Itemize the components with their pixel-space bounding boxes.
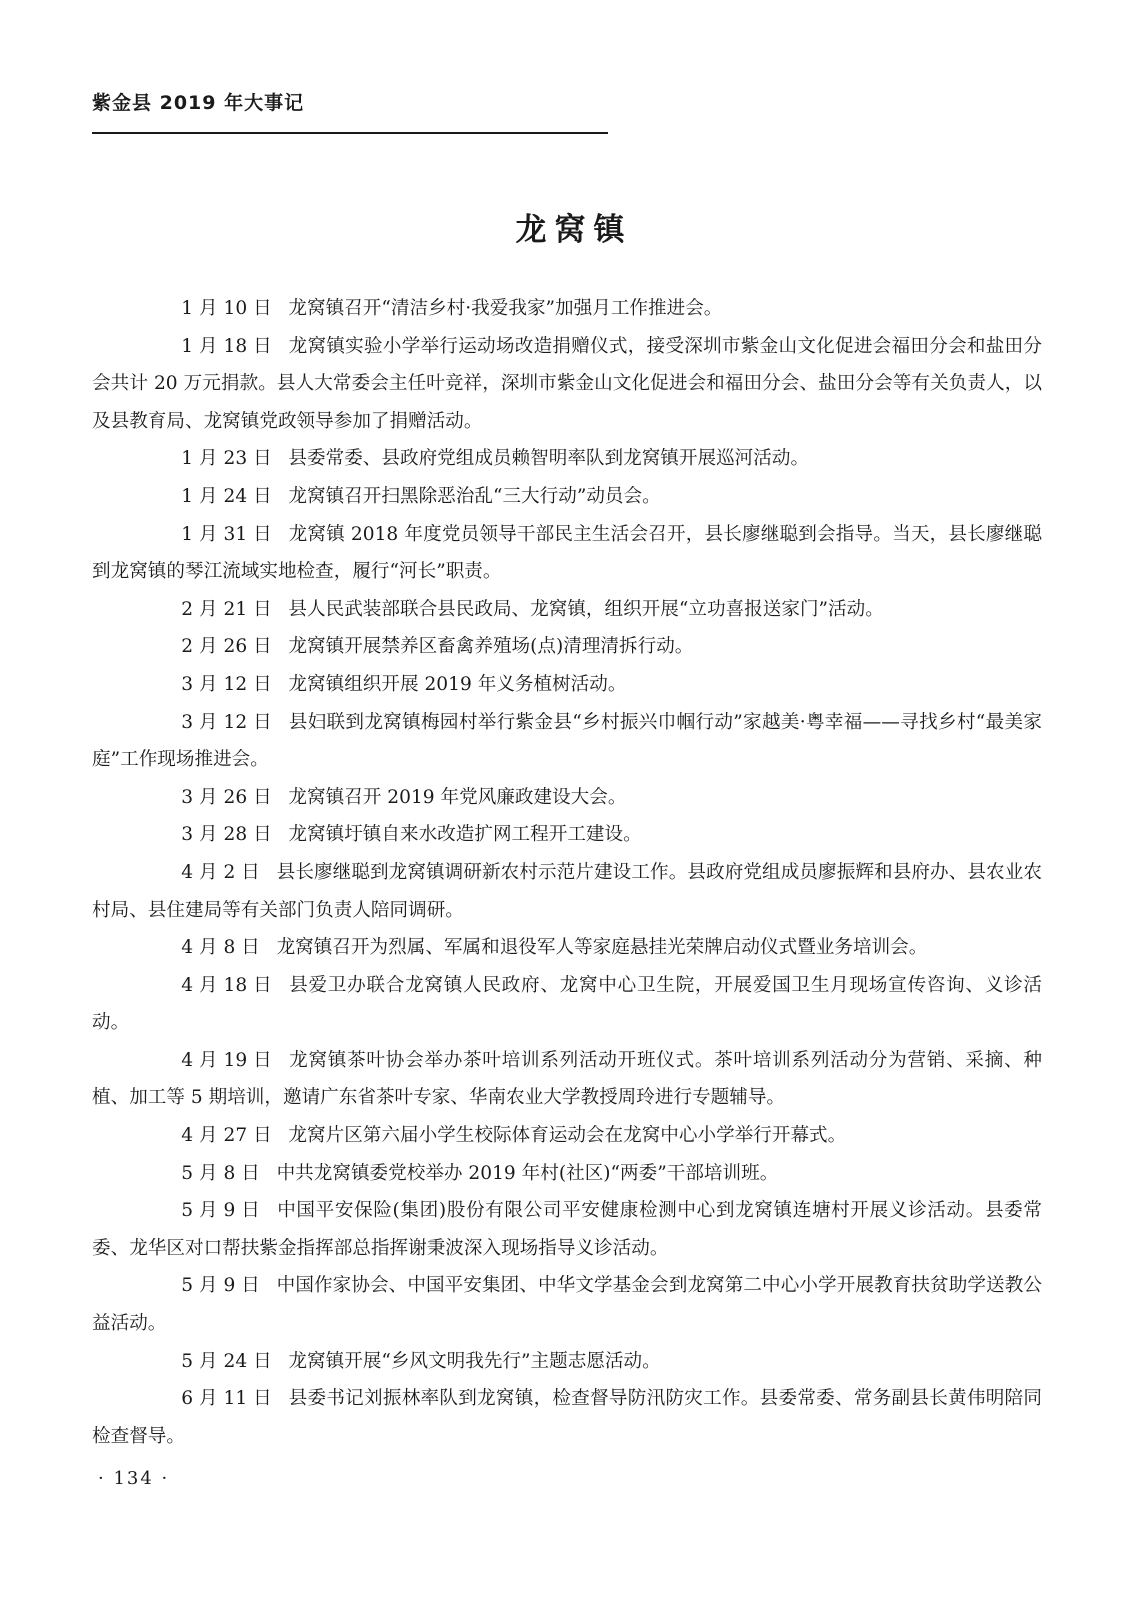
chronicle-entry bbox=[92, 1117, 1042, 1155]
chronicle-entry bbox=[92, 854, 1042, 929]
chronicle-entry bbox=[92, 328, 1042, 441]
chronicle-entry bbox=[92, 779, 1042, 817]
entry-date: 4 月 8 日 bbox=[181, 937, 260, 959]
entry-text: 龙窝镇开展禁养区畜禽养殖场(点)清理清拆行动。 bbox=[288, 636, 694, 658]
entry-text: 龙窝镇开展“乡风文明我先行”主题志愿活动。 bbox=[288, 1350, 661, 1372]
entry-text: 龙窝镇召开扫黑除恶治乱“三大行动”动员会。 bbox=[288, 485, 661, 507]
chronicle-entry bbox=[92, 929, 1042, 967]
entry-date: 6 月 11 日 bbox=[181, 1388, 272, 1410]
entry-text: 县委书记刘振林率队到龙窝镇，检查督导防汛防灾工作。县委常委、常务副县长黄伟明陪同检查督导。 bbox=[92, 1388, 1042, 1447]
chronicle-entry bbox=[92, 967, 1042, 1042]
entry-date: 3 月 28 日 bbox=[181, 824, 272, 846]
chronicle-entry bbox=[92, 478, 1042, 516]
chronicle-entry bbox=[92, 1343, 1042, 1381]
header-rule bbox=[92, 132, 608, 134]
chronicle-entry bbox=[92, 290, 1042, 328]
entry-text: 龙窝镇茶叶协会举办茶叶培训系列活动开班仪式。茶叶培训系列活动分为营销、采摘、种植、加工等 5 期培训，邀请广东省茶叶专家、华南农业大学教授周玲进行专题辅导。 bbox=[92, 1049, 1042, 1109]
entry-date: 2 月 21 日 bbox=[181, 598, 272, 620]
entry-text: 县妇联到龙窝镇梅园村举行紫金县“乡村振兴巾帼行动”家越美·粤幸福——寻找乡村“最美家庭”工作现场推进会。 bbox=[92, 711, 1042, 771]
chronicle-entry bbox=[92, 440, 1042, 478]
entry-date: 5 月 24 日 bbox=[181, 1350, 272, 1372]
entry-date: 2 月 26 日 bbox=[181, 636, 272, 658]
chronicle-entry bbox=[92, 516, 1042, 591]
entry-date: 1 月 24 日 bbox=[181, 485, 272, 507]
entry-date: 3 月 12 日 bbox=[181, 673, 272, 695]
entry-date: 4 月 18 日 bbox=[181, 974, 272, 996]
chronicle-entry bbox=[92, 704, 1042, 779]
entry-text: 县长廖继聪到龙窝镇调研新农村示范片建设工作。县政府党组成员廖振辉和县府办、县农业农村局、县住建局等有关部门负责人陪同调研。 bbox=[92, 861, 1042, 921]
entry-date: 1 月 10 日 bbox=[181, 298, 272, 319]
entry-text: 龙窝镇实验小学举行运动场改造捐赠仪式，接受深圳市紫金山文化促进会福田分会和盐田分会共计 20 万元捐款。县人大常委会主任叶竞祥，深圳市紫金山文化促进会和福田分会、盐田分会等有关负责人，以及县教育局、龙窝镇党政领导参加了捐赠活动。 bbox=[92, 335, 1042, 432]
entry-text: 龙窝镇召开 2019 年党风廉政建设大会。 bbox=[288, 786, 627, 808]
chronicle-entry bbox=[92, 628, 1042, 666]
entry-text: 县委常委、县政府党组成员赖智明率队到龙窝镇开展巡河活动。 bbox=[288, 448, 810, 470]
entry-date: 5 月 8 日 bbox=[181, 1162, 260, 1184]
section-title: 龙窝镇 bbox=[515, 212, 633, 248]
entry-date: 5 月 9 日 bbox=[181, 1275, 260, 1297]
entry-text: 中国作家协会、中国平安集团、中华文学基金会到龙窝第二中心小学开展教育扶贫助学送教公益活动。 bbox=[92, 1275, 1042, 1335]
chronicle-entry bbox=[92, 1192, 1042, 1267]
entry-date: 4 月 27 日 bbox=[181, 1125, 272, 1147]
entry-date: 4 月 2 日 bbox=[181, 861, 260, 883]
entry-text: 龙窝镇 2018 年度党员领导干部民主生活会召开，县长廖继聪到会指导。当天，县长廖继聪到龙窝镇的琴江流域实地检查，履行“河长”职责。 bbox=[92, 523, 1042, 583]
entry-text: 中国平安保险(集团)股份有限公司平安健康检测中心到龙窝镇连塘村开展义诊活动。县委常委、龙华区对口帮扶紫金指挥部总指挥谢秉波深入现场指导义诊活动。 bbox=[92, 1200, 1042, 1259]
entry-date: 1 月 23 日 bbox=[181, 448, 272, 470]
chronicle-entry bbox=[92, 1267, 1042, 1342]
entry-date: 1 月 18 日 bbox=[181, 335, 272, 357]
running-header: 紫金县 2019 年大事记 bbox=[92, 92, 305, 114]
entry-text: 中共龙窝镇委党校举办 2019 年村(社区)“两委”干部培训班。 bbox=[276, 1162, 779, 1184]
entry-date: 3 月 12 日 bbox=[181, 711, 272, 733]
entry-text: 龙窝镇召开为烈属、军属和退役军人等家庭悬挂光荣牌启动仪式暨业务培训会。 bbox=[276, 937, 928, 959]
entry-date: 5 月 9 日 bbox=[181, 1200, 260, 1222]
entry-text: 龙窝镇圩镇自来水改造扩网工程开工建设。 bbox=[288, 824, 642, 846]
entry-date: 1 月 31 日 bbox=[181, 523, 272, 545]
chronicle-entry bbox=[92, 816, 1042, 854]
chronicle-entry bbox=[92, 1155, 1042, 1193]
chronicle-entry bbox=[92, 666, 1042, 704]
entry-date: 4 月 19 日 bbox=[181, 1049, 272, 1071]
entry-text: 龙窝片区第六届小学生校际体育运动会在龙窝中心小学举行开幕式。 bbox=[288, 1125, 847, 1147]
entry-date: 3 月 26 日 bbox=[181, 786, 272, 808]
entry-text: 县爱卫办联合龙窝镇人民政府、龙窝中心卫生院，开展爱国卫生月现场宣传咨询、义诊活动。 bbox=[92, 974, 1042, 1034]
chronicle-entry bbox=[92, 1380, 1042, 1455]
chronicle-entry bbox=[92, 591, 1042, 629]
chronicle-entry bbox=[92, 1042, 1042, 1117]
entry-text: 龙窝镇召开“清洁乡村·我爱我家”加强月工作推进会。 bbox=[288, 298, 723, 319]
page-number: · 134 · bbox=[98, 1468, 170, 1489]
entry-text: 县人民武装部联合县民政局、龙窝镇，组织开展“立功喜报送家门”活动。 bbox=[288, 598, 884, 620]
chronicle-entries bbox=[92, 290, 1042, 1455]
entry-text: 龙窝镇组织开展 2019 年义务植树活动。 bbox=[288, 673, 627, 695]
